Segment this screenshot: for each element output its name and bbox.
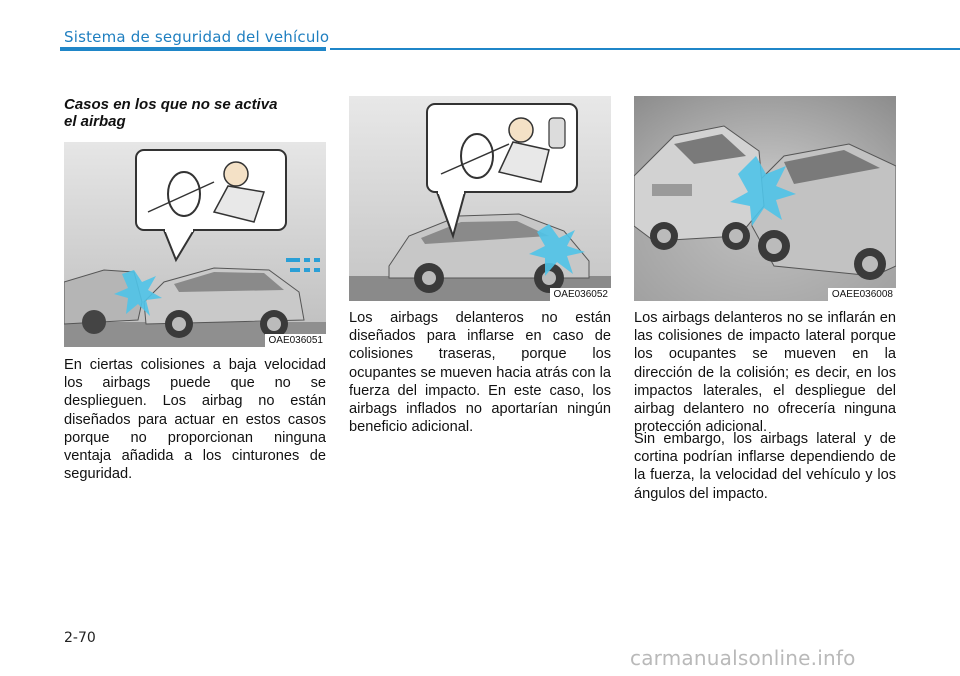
figure-label: OAE036051 — [265, 334, 327, 347]
rear-collision-illustration — [349, 96, 611, 301]
right-column-paragraph-1: Los airbags delanteros no se inflarán en las colisiones de impacto lateral porque los ocupantes se mueven en la dirección de la colisión; es decir, en los impactos laterales, el despliegue del airbag delantero no ofrecería ninguna protección adicional. — [634, 310, 896, 436]
section-heading — [64, 96, 326, 130]
figure-low-speed-collision — [64, 142, 326, 347]
section-heading-line-1: Casos en los que no se activa — [64, 96, 278, 113]
page-number: 2-70 — [64, 630, 96, 646]
section-header-title: Sistema de seguridad del vehículo — [64, 28, 330, 46]
middle-column-paragraph: Los airbags delanteros no están diseñados para inflarse en caso de colisiones traseras, porque los ocupantes se mueven hacia atrás con la fuerza del impacto. En este caso, los airbags inflados no aportarían ningún beneficio adicional. — [349, 310, 611, 436]
figure-side-impact — [634, 96, 896, 301]
low-speed-collision-illustration — [64, 142, 326, 347]
figure-label: OAE036052 — [550, 288, 612, 301]
left-column-paragraph: En ciertas colisiones a baja velocidad los airbags puede que no se desplieguen. Los airbag no están diseñados para actuar en estos casos porque no proporcionan ninguna ventaja añadida a los cinturones de seguridad. — [64, 357, 326, 483]
section-heading-line-2: el airbag — [64, 113, 126, 130]
figure-rear-collision — [349, 96, 611, 301]
watermark: carmanualsonline.info — [630, 646, 856, 670]
right-column-paragraph-2: Sin embargo, los airbags lateral y de cortina podrían inflarse dependiendo de la fuerza, la velocidad del vehículo y los ángulos del impacto. — [634, 431, 896, 502]
side-impact-illustration — [634, 96, 896, 301]
figure-label: OAEE036008 — [828, 288, 896, 301]
header-accent-bar — [60, 47, 326, 51]
header-rule — [330, 48, 960, 50]
